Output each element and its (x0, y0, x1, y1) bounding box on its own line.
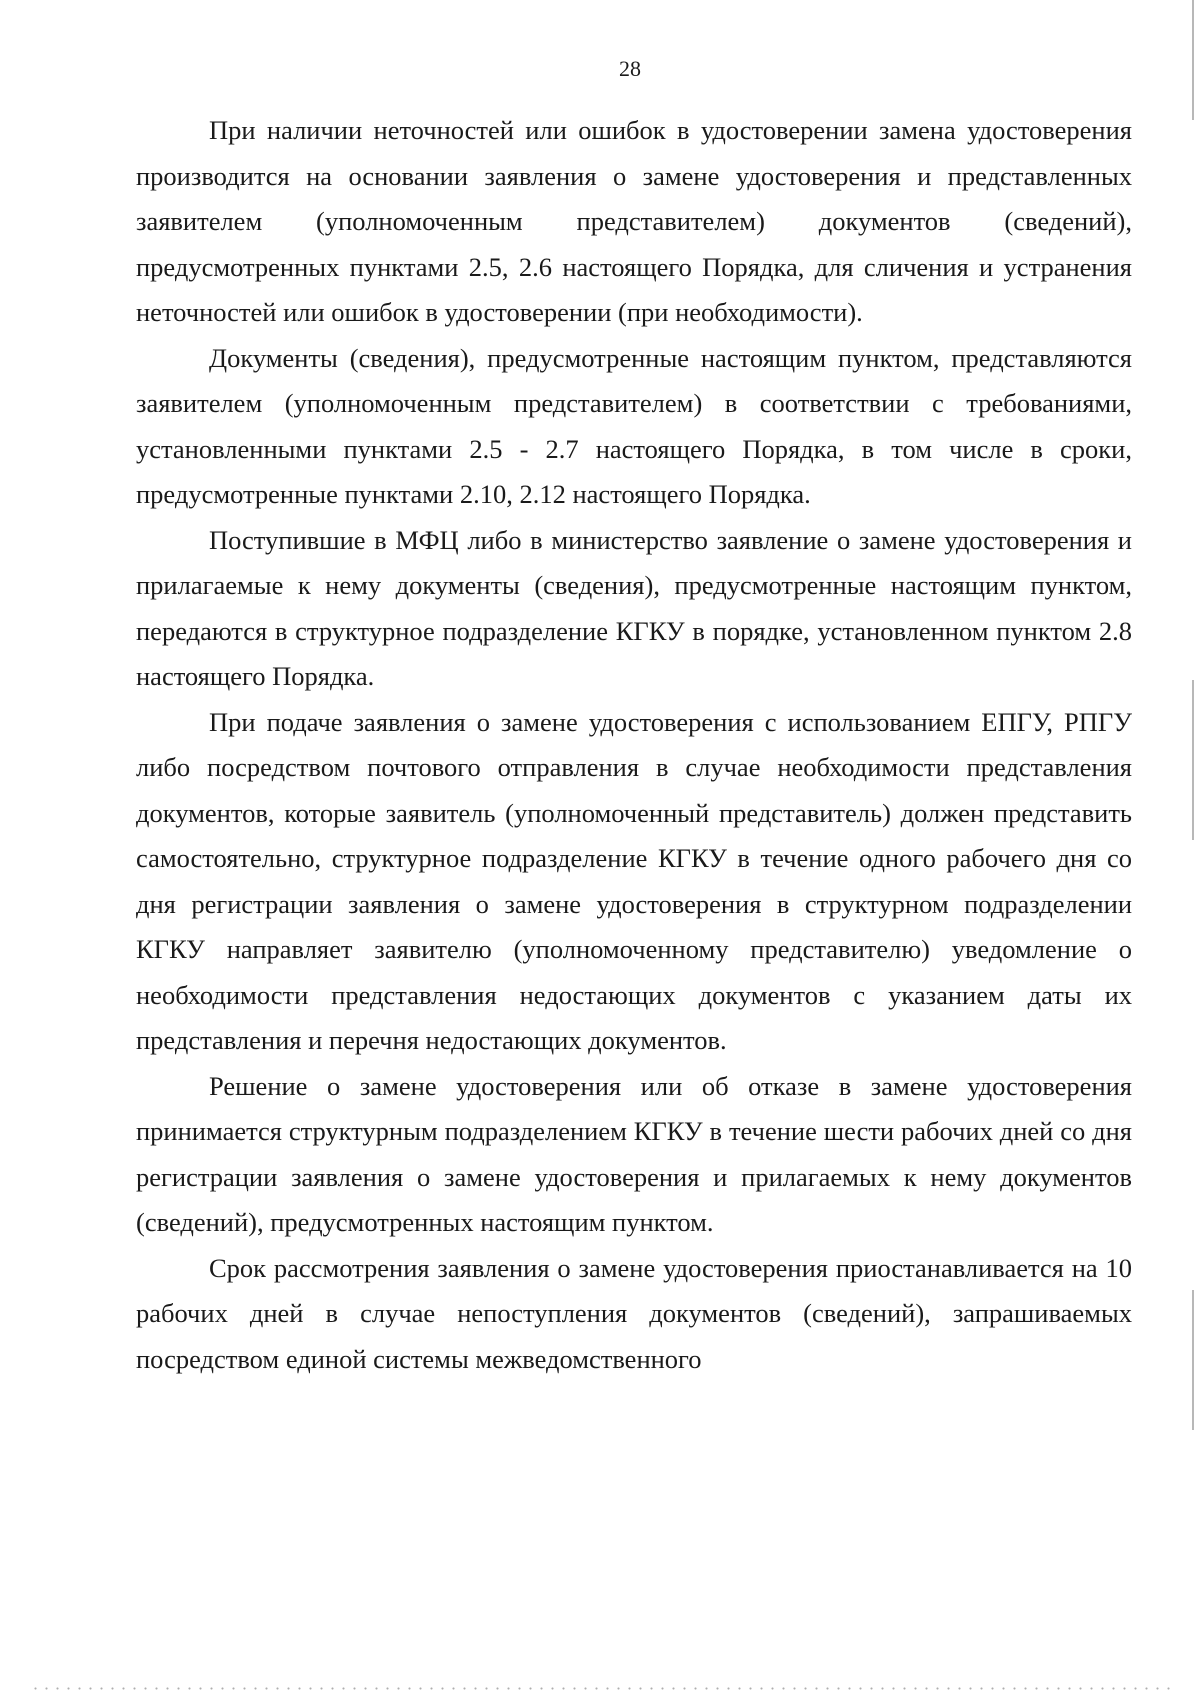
paragraph: Поступившие в МФЦ либо в министерство заявление о замене удостоверения и прилагаемые к нему документы (сведения), предусмотренные настоящим пунктом, передаются в структурное подразделение КГКУ в порядке, установленном пунктом 2.8 настоящего Порядка. (136, 524, 1132, 691)
paragraph: Срок рассмотрения заявления о замене удостоверения приостанавливается на 10 рабочих дней в случае непоступления документов (сведений), запрашиваемых посредством единой системы межведомственного (136, 1252, 1132, 1374)
paragraph: Решение о замене удостоверения или об отказе в замене удостоверения принимается структурным подразделением КГКУ в течение шести рабочих дней со дня регистрации заявления о замене удостоверения и прилагаемых к нему документов (сведений), предусмотренных настоящим пунктом. (136, 1070, 1132, 1237)
document-body (136, 108, 1132, 1382)
paragraph: Документы (сведения), предусмотренные настоящим пунктом, представляются заявителем (уполномоченным представителем) в соответствии с требованиями, установленными пунктами 2.5 - 2.7 настоящего Порядка, в том числе в сроки, предусмотренные пунктами 2.10, 2.12 настоящего Порядка. (136, 342, 1132, 509)
scan-edge-line (1192, 680, 1194, 840)
scan-dots (30, 1687, 1170, 1690)
scan-edge-line (1192, 1290, 1194, 1430)
scan-edge-line (1192, 0, 1194, 120)
page-number: 28 (619, 56, 641, 81)
paragraph: При наличии неточностей или ошибок в удостоверении замена удостоверения производится на основании заявления о замене удостоверения и представленных заявителем (уполномоченным представителем) документов (сведений), предусмотренных пунктами 2.5, 2.6 настоящего Порядка, для сличения и устранения неточностей или ошибок в удостоверении (при необходимости). (136, 115, 1132, 327)
paragraph: При подаче заявления о замене удостоверения с использованием ЕПГУ, РПГУ либо посредством почтового отправления в случае необходимости представления документов, которые заявитель (уполномоченный представитель) должен представить самостоятельно, структурное подразделение КГКУ в течение одного рабочего дня со дня регистрации заявления о замене удостоверения в структурном подразделении КГКУ направляет заявителю (уполномоченному представителю) уведомление о необходимости представления недостающих документов с указанием даты их представления и перечня недостающих документов. (136, 706, 1132, 1055)
